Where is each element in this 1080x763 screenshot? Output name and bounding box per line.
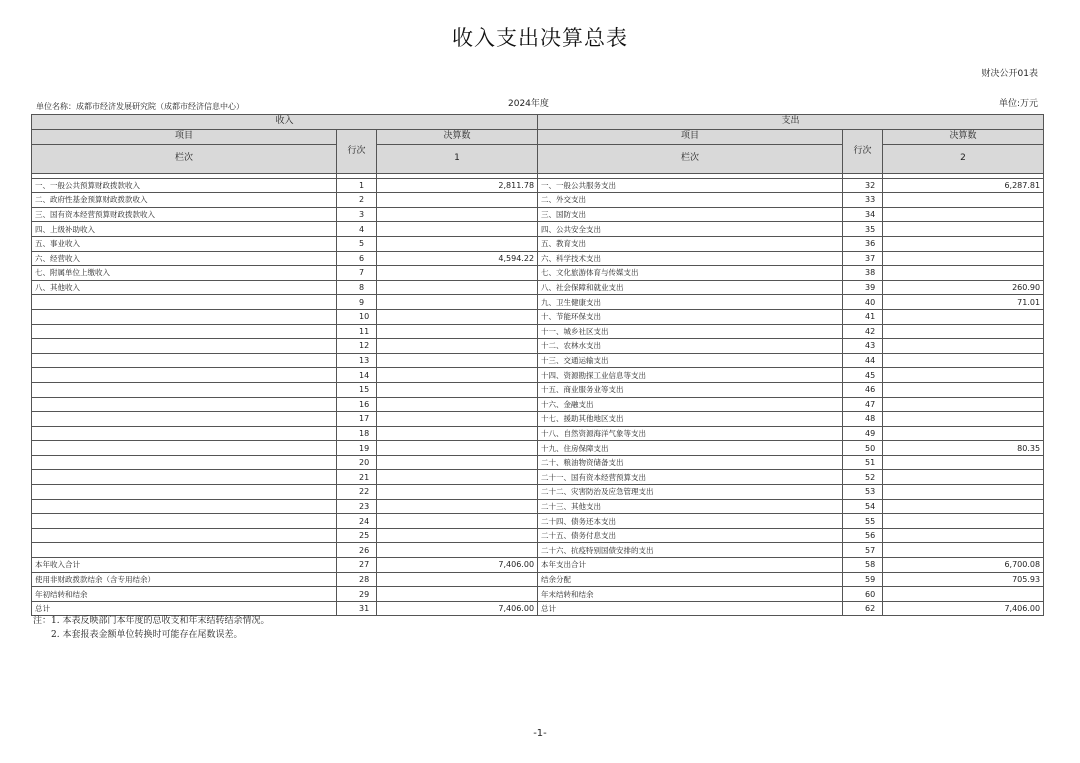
expense-row-no-cell: 50 <box>843 441 883 456</box>
expense-item-cell: 总计 <box>538 601 843 616</box>
expense-item-cell: 一、一般公共服务支出 <box>538 178 843 193</box>
expense-item-cell: 二十二、灾害防治及应急管理支出 <box>538 485 843 500</box>
report-title: 收入支出决算总表 <box>452 26 628 50</box>
expense-item-cell: 十四、资源勘探工业信息等支出 <box>538 368 843 383</box>
income-amount-cell <box>377 193 538 208</box>
income-row-no-cell: 28 <box>337 572 377 587</box>
footnotes <box>33 614 269 642</box>
expense-row-no-cell: 47 <box>843 397 883 412</box>
income-row-no-cell: 21 <box>337 470 377 485</box>
income-column-number: 1 <box>377 144 538 173</box>
table-row <box>32 339 1044 354</box>
expense-item-cell: 八、社会保障和就业支出 <box>538 280 843 295</box>
expense-item-cell: 二十四、债务还本支出 <box>538 514 843 529</box>
expense-amount-cell: 6,700.08 <box>883 558 1044 573</box>
income-item-header: 项目 <box>32 129 337 144</box>
income-item-cell <box>32 499 337 514</box>
income-item-cell <box>32 382 337 397</box>
income-row-no-cell: 29 <box>337 587 377 602</box>
income-row-no-cell: 17 <box>337 412 377 427</box>
expense-item-cell: 十五、商业服务业等支出 <box>538 382 843 397</box>
income-row-no-cell: 18 <box>337 426 377 441</box>
income-item-cell: 七、附属单位上缴收入 <box>32 266 337 281</box>
income-amount-cell <box>377 309 538 324</box>
expense-item-cell: 十九、住房保障支出 <box>538 441 843 456</box>
expense-item-cell: 结余分配 <box>538 572 843 587</box>
expense-row-no-cell: 51 <box>843 455 883 470</box>
expense-row-no-cell: 42 <box>843 324 883 339</box>
income-row-no-cell: 12 <box>337 339 377 354</box>
income-item-cell <box>32 485 337 500</box>
income-item-cell <box>32 309 337 324</box>
income-row-no-cell: 7 <box>337 266 377 281</box>
expense-row-no-cell: 32 <box>843 178 883 193</box>
income-item-cell: 四、上级补助收入 <box>32 222 337 237</box>
income-amount-cell <box>377 236 538 251</box>
income-item-cell: 本年收入合计 <box>32 558 337 573</box>
income-item-cell: 八、其他收入 <box>32 280 337 295</box>
income-row-no-cell: 9 <box>337 295 377 310</box>
expense-item-cell: 四、公共安全支出 <box>538 222 843 237</box>
table-row <box>32 382 1044 397</box>
expense-amount-cell <box>883 309 1044 324</box>
income-item-cell <box>32 470 337 485</box>
income-row-no-cell: 19 <box>337 441 377 456</box>
income-amount-cell <box>377 587 538 602</box>
income-item-cell <box>32 397 337 412</box>
expense-amount-cell <box>883 543 1044 558</box>
income-amount-cell <box>377 324 538 339</box>
expense-row-no-cell: 59 <box>843 572 883 587</box>
expense-row-no-cell: 53 <box>843 485 883 500</box>
income-amount-cell <box>377 368 538 383</box>
expense-amount-cell: 80.35 <box>883 441 1044 456</box>
table-row <box>32 178 1044 193</box>
table-row <box>32 572 1044 587</box>
income-amount-cell <box>377 441 538 456</box>
income-row-no-cell: 14 <box>337 368 377 383</box>
income-row-no-cell: 8 <box>337 280 377 295</box>
table-row <box>32 455 1044 470</box>
income-item-cell: 六、经营收入 <box>32 251 337 266</box>
income-item-cell <box>32 324 337 339</box>
expense-item-cell: 十七、援助其他地区支出 <box>538 412 843 427</box>
expense-item-cell: 本年支出合计 <box>538 558 843 573</box>
expense-item-cell: 九、卫生健康支出 <box>538 295 843 310</box>
expense-item-cell: 二、外交支出 <box>538 193 843 208</box>
expense-row-no-cell: 35 <box>843 222 883 237</box>
income-section-header: 收入 <box>32 115 538 130</box>
fiscal-year: 2024年度 <box>508 99 549 109</box>
expense-amount-cell <box>883 514 1044 529</box>
table-row <box>32 324 1044 339</box>
expense-amount-cell <box>883 426 1044 441</box>
expense-row-no-cell: 36 <box>843 236 883 251</box>
income-amount-cell <box>377 499 538 514</box>
table-row <box>32 470 1044 485</box>
income-amount-header: 决算数 <box>377 129 538 144</box>
expense-amount-cell <box>883 397 1044 412</box>
expense-amount-cell <box>883 353 1044 368</box>
expense-row-no-cell: 60 <box>843 587 883 602</box>
income-amount-cell <box>377 543 538 558</box>
income-row-no-cell: 4 <box>337 222 377 237</box>
income-item-cell <box>32 339 337 354</box>
income-amount-cell <box>377 207 538 222</box>
expense-section-header: 支出 <box>538 115 1044 130</box>
table-row <box>32 193 1044 208</box>
income-item-cell: 年初结转和结余 <box>32 587 337 602</box>
expense-row-no-cell: 39 <box>843 280 883 295</box>
table-row <box>32 207 1044 222</box>
expense-item-cell: 年末结转和结余 <box>538 587 843 602</box>
expense-amount-cell: 705.93 <box>883 572 1044 587</box>
income-row-no-cell: 27 <box>337 558 377 573</box>
header-row-columns <box>32 129 1044 144</box>
table-row <box>32 397 1044 412</box>
table-row <box>32 587 1044 602</box>
table-row <box>32 280 1044 295</box>
expense-item-header: 项目 <box>538 129 843 144</box>
expense-row-no-cell: 58 <box>843 558 883 573</box>
expense-row-no-cell: 33 <box>843 193 883 208</box>
expense-item-cell: 十八、自然资源海洋气象等支出 <box>538 426 843 441</box>
table-row <box>32 236 1044 251</box>
table-row <box>32 485 1044 500</box>
income-amount-cell <box>377 382 538 397</box>
expense-column-number: 2 <box>883 144 1044 173</box>
income-item-cell: 五、事业收入 <box>32 236 337 251</box>
income-item-cell <box>32 514 337 529</box>
income-amount-cell <box>377 397 538 412</box>
expense-item-cell: 二十五、债务付息支出 <box>538 528 843 543</box>
expense-amount-cell: 6,287.81 <box>883 178 1044 193</box>
expense-column-label: 栏次 <box>538 144 843 173</box>
expense-row-no-cell: 46 <box>843 382 883 397</box>
income-amount-cell <box>377 339 538 354</box>
expense-amount-cell <box>883 455 1044 470</box>
expense-row-no-cell: 62 <box>843 601 883 616</box>
budget-summary-table <box>31 114 1044 616</box>
expense-amount-cell <box>883 193 1044 208</box>
income-item-cell <box>32 412 337 427</box>
expense-amount-header: 决算数 <box>883 129 1044 144</box>
income-item-cell <box>32 295 337 310</box>
expense-row-no-cell: 43 <box>843 339 883 354</box>
income-amount-cell <box>377 572 538 587</box>
income-row-no-cell: 11 <box>337 324 377 339</box>
expense-row-no-cell: 56 <box>843 528 883 543</box>
expense-item-cell: 二十六、抗疫特别国债安排的支出 <box>538 543 843 558</box>
expense-item-cell: 七、文化旅游体育与传媒支出 <box>538 266 843 281</box>
income-column-label: 栏次 <box>32 144 337 173</box>
expense-item-cell: 二十、粮油物资储备支出 <box>538 455 843 470</box>
income-row-no-cell: 20 <box>337 455 377 470</box>
expense-row-no-cell: 44 <box>843 353 883 368</box>
income-row-no-cell: 22 <box>337 485 377 500</box>
income-amount-cell <box>377 528 538 543</box>
income-item-cell <box>32 528 337 543</box>
table-row <box>32 368 1044 383</box>
header-row-sections <box>32 115 1044 130</box>
expense-amount-cell <box>883 470 1044 485</box>
income-amount-cell <box>377 353 538 368</box>
income-amount-cell: 4,594.22 <box>377 251 538 266</box>
table-row <box>32 353 1044 368</box>
expense-amount-cell <box>883 587 1044 602</box>
expense-amount-cell <box>883 499 1044 514</box>
income-amount-cell <box>377 266 538 281</box>
page-number: -1- <box>533 728 547 739</box>
income-amount-cell: 2,811.78 <box>377 178 538 193</box>
income-amount-cell: 7,406.00 <box>377 601 538 616</box>
table-row <box>32 514 1044 529</box>
income-item-cell <box>32 426 337 441</box>
expense-row-no-cell: 37 <box>843 251 883 266</box>
income-item-cell: 三、国有资本经营预算财政拨款收入 <box>32 207 337 222</box>
form-number: 财决公开01表 <box>981 69 1038 79</box>
expense-amount-cell <box>883 528 1044 543</box>
expense-amount-cell: 7,406.00 <box>883 601 1044 616</box>
income-row-no-cell: 15 <box>337 382 377 397</box>
income-row-no-cell: 24 <box>337 514 377 529</box>
income-amount-cell <box>377 426 538 441</box>
expense-amount-cell <box>883 251 1044 266</box>
table-body <box>32 178 1044 616</box>
expense-item-cell: 五、教育支出 <box>538 236 843 251</box>
table-row <box>32 251 1044 266</box>
income-item-cell <box>32 455 337 470</box>
expense-amount-cell <box>883 412 1044 427</box>
income-row-no-cell: 2 <box>337 193 377 208</box>
income-item-cell: 一、一般公共预算财政拨款收入 <box>32 178 337 193</box>
expense-row-no-cell: 40 <box>843 295 883 310</box>
income-row-no-header: 行次 <box>337 129 377 173</box>
income-item-cell <box>32 353 337 368</box>
expense-item-cell: 六、科学技术支出 <box>538 251 843 266</box>
expense-item-cell: 十三、交通运输支出 <box>538 353 843 368</box>
expense-amount-cell <box>883 266 1044 281</box>
income-row-no-cell: 31 <box>337 601 377 616</box>
expense-row-no-cell: 41 <box>843 309 883 324</box>
income-amount-cell <box>377 222 538 237</box>
income-item-cell <box>32 368 337 383</box>
expense-amount-cell <box>883 368 1044 383</box>
table-row <box>32 222 1044 237</box>
income-row-no-cell: 25 <box>337 528 377 543</box>
expense-amount-cell <box>883 324 1044 339</box>
expense-row-no-cell: 52 <box>843 470 883 485</box>
income-amount-cell <box>377 470 538 485</box>
income-amount-cell: 7,406.00 <box>377 558 538 573</box>
income-item-cell: 二、政府性基金预算财政拨款收入 <box>32 193 337 208</box>
income-row-no-cell: 23 <box>337 499 377 514</box>
income-row-no-cell: 1 <box>337 178 377 193</box>
table-row <box>32 558 1044 573</box>
expense-amount-cell: 260.90 <box>883 280 1044 295</box>
expense-item-cell: 二十一、国有资本经营预算支出 <box>538 470 843 485</box>
unit-name: 单位名称：成都市经济发展研究院（成都市经济信息中心） <box>36 102 244 111</box>
expense-item-cell: 十二、农林水支出 <box>538 339 843 354</box>
table-row <box>32 266 1044 281</box>
income-amount-cell <box>377 295 538 310</box>
table-row <box>32 528 1044 543</box>
income-amount-cell <box>377 455 538 470</box>
income-row-no-cell: 3 <box>337 207 377 222</box>
expense-item-cell: 十一、城乡社区支出 <box>538 324 843 339</box>
expense-row-no-cell: 38 <box>843 266 883 281</box>
expense-amount-cell <box>883 236 1044 251</box>
expense-amount-cell: 71.01 <box>883 295 1044 310</box>
expense-amount-cell <box>883 339 1044 354</box>
income-row-no-cell: 5 <box>337 236 377 251</box>
expense-row-no-cell: 49 <box>843 426 883 441</box>
footnote-2: 2. 本套报表金额单位转换时可能存在尾数误差。 <box>51 630 243 640</box>
income-item-cell <box>32 543 337 558</box>
income-row-no-cell: 6 <box>337 251 377 266</box>
expense-row-no-header: 行次 <box>843 129 883 173</box>
income-amount-cell <box>377 412 538 427</box>
income-row-no-cell: 13 <box>337 353 377 368</box>
income-item-cell: 使用非财政拨款结余（含专用结余） <box>32 572 337 587</box>
income-amount-cell <box>377 485 538 500</box>
table-row <box>32 295 1044 310</box>
income-item-cell <box>32 441 337 456</box>
income-item-cell: 总计 <box>32 601 337 616</box>
expense-amount-cell <box>883 207 1044 222</box>
expense-item-cell: 二十三、其他支出 <box>538 499 843 514</box>
table-row <box>32 309 1044 324</box>
income-amount-cell <box>377 514 538 529</box>
expense-row-no-cell: 55 <box>843 514 883 529</box>
expense-row-no-cell: 57 <box>843 543 883 558</box>
expense-row-no-cell: 45 <box>843 368 883 383</box>
header-row-column-numbers <box>32 144 1044 173</box>
table-row <box>32 499 1044 514</box>
expense-row-no-cell: 34 <box>843 207 883 222</box>
expense-item-cell: 十六、金融支出 <box>538 397 843 412</box>
income-row-no-cell: 16 <box>337 397 377 412</box>
footnote-1: 注：1. 本表反映部门本年度的总收支和年末结转结余情况。 <box>33 616 270 626</box>
table-row <box>32 412 1044 427</box>
expense-item-cell: 十、节能环保支出 <box>538 309 843 324</box>
income-row-no-cell: 26 <box>337 543 377 558</box>
expense-item-cell: 三、国防支出 <box>538 207 843 222</box>
income-amount-cell <box>377 280 538 295</box>
table-row <box>32 441 1044 456</box>
expense-amount-cell <box>883 222 1044 237</box>
expense-row-no-cell: 54 <box>843 499 883 514</box>
table-row <box>32 426 1044 441</box>
currency-unit: 单位:万元 <box>998 99 1038 109</box>
expense-amount-cell <box>883 485 1044 500</box>
expense-row-no-cell: 48 <box>843 412 883 427</box>
table-row <box>32 543 1044 558</box>
income-row-no-cell: 10 <box>337 309 377 324</box>
expense-amount-cell <box>883 382 1044 397</box>
